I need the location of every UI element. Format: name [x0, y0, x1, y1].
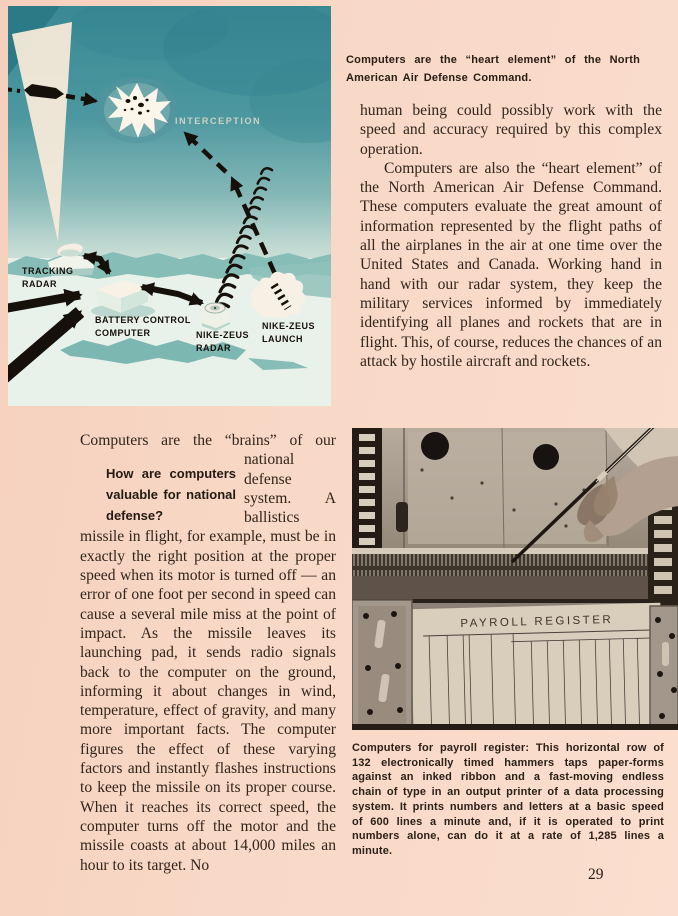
nike-launch-label-2: LAUNCH [262, 334, 303, 344]
nike-radar-label-1: NIKE-ZEUS [196, 330, 250, 340]
payroll-register-label: PAYROLL REGISTER [460, 613, 614, 630]
payroll-register-photo-art [352, 428, 678, 730]
right-clamp-plate [650, 606, 678, 730]
battery-computer-label-1: BATTERY CONTROL [95, 315, 191, 325]
payroll-register-photo [352, 428, 678, 730]
page-number: 29 [588, 866, 604, 883]
left-clamp-plate [352, 600, 412, 730]
question-text: How are computers valuable for national defense? [106, 466, 236, 524]
nike-radar-label-2: RADAR [196, 343, 231, 353]
interception-label: INTERCEPTION [175, 116, 262, 126]
missile-defense-illustration [8, 6, 331, 406]
panel-hole-left [421, 432, 449, 460]
left-paragraph-body: national defense system. A ballistics missile in flight, for example, must be in exactly the right position at the proper speed when its motor is turned off — an error of one foot per second in speed can cause a several mile miss at the point of impact. As the missile leaves its launching pad, it sends radio signals back to the computer on the ground, informing it about changes in wind, temperature, effect of gravity, and many more important facts. The computer figures the effect of these varying factors and instantly flashes instructions to keep the missile on its proper course. When it reaches its correct speed, the computer turns off the motor and the missile coasts at about 14,000 miles an hour to its target. No [80, 451, 336, 874]
right-paragraph-2: Computers are also the “heart element” of the North American Air Defense Command. These computers evaluate the great amount of information represented by the flight paths of all the airplanes in the air at one time over the United States and Canada. Working hand in hand with our radar system, they keep the military services informed by immediately identifying all planes and rockets that are in flight. This, of course, reduces the chances of an attack by hostile aircraft and rockets. [360, 159, 662, 370]
paper-form [410, 603, 663, 730]
norad-caption: Computers are the “heart element” of the North American Air Defense Command. [346, 54, 640, 84]
platen-band [352, 576, 678, 602]
panel-latch [396, 502, 408, 532]
tracking-radar-label-1: TRACKING [22, 266, 74, 276]
question-inset [80, 450, 244, 527]
right-text-column [360, 101, 662, 371]
panel-hole-right [533, 444, 559, 470]
tracking-radar-label-2: RADAR [22, 279, 57, 289]
battery-computer-label-2: COMPUTER [95, 328, 151, 338]
hammer-row-highlight [352, 548, 678, 554]
left-paragraph-intro: Computers are the “brains” of our [80, 432, 336, 449]
left-text-column [80, 431, 336, 875]
right-paragraph-1: human being could possibly work with the speed and accuracy required by this complex operation. [360, 102, 662, 158]
nike-launch-label-1: NIKE-ZEUS [262, 321, 316, 331]
missile-defense-diagram [8, 6, 331, 406]
payroll-caption: Computers for payroll register: This horizontal row of 132 electronically timed hammers taps paper-forms against an inked ribbon and a fast-moving endless chain of type in an output printer of a data processing system. It prints numbers and letters at a basic speed of 600 lines a minute and, if it is operated to print numbers alone, can do it at a rate of 1,285 lines a minute. [352, 742, 664, 857]
